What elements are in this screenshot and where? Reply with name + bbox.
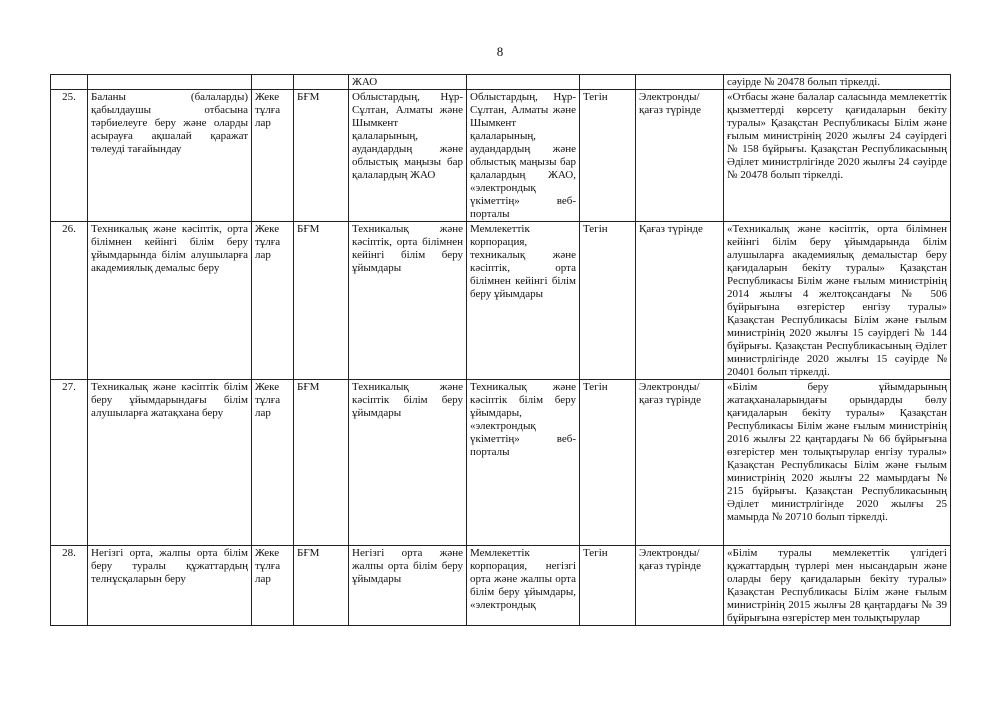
row-number: 28. xyxy=(51,546,88,626)
provider-cell: ЖАО xyxy=(349,75,467,90)
row-number: 26. xyxy=(51,222,88,380)
form-cell: Электронды/ қағаз түрінде xyxy=(636,546,724,626)
legal-basis-cell: сәуірде № 20478 болып тіркелді. xyxy=(724,75,951,90)
ministry-cell: БҒМ xyxy=(294,546,349,626)
service-name-cell: Техникалық және кәсіптік, орта білімнен кейінгі білім беру ұйымдарында білім алушыларға академиялық демалыс беру xyxy=(88,222,252,380)
legal-basis-cell: «Техникалық және кәсіптік, орта білімнен кейінгі білім беру ұйымдарында білім алушыларға академиялық демалыстар беру қағидаларын бекіту туралы» Қазақстан Республикасы Білім және ғылым министрінің 2014 жылғы 4 желтоқсандағы № 506 бұйрығына өзгерістер енгізу туралы» Қазақстан Республикасы Білім және ғылым министрінің 2020 жылғы 15 сәуірдегі № 144 бұйрығы. Қазақстан Республикасының Әділет министрлігінде 2020 жылғы 15 сәуірде № 20401 болып тіркелді. xyxy=(724,222,951,380)
legal-basis-cell: «Отбасы және балалар саласында мемлекеттік қызметтерді көрсету қағидаларын бекіту туралы» Қазақстан Республикасы Білім және ғылым министрінің 2020 жылғы 24 сәуірдегі № 158 бұйрығы. Қазақстан Республикасының Әділет министрлігінде 2020 жылғы 24 сәуірде № 20478 болып тіркелді. xyxy=(724,90,951,222)
ministry-cell: БҒМ xyxy=(294,380,349,546)
row-number xyxy=(51,75,88,90)
form-cell: Қағаз түрінде xyxy=(636,222,724,380)
table-row xyxy=(51,546,951,626)
recipient-cell xyxy=(252,75,294,90)
recipient-cell: Жеке тұлға лар xyxy=(252,222,294,380)
cost-cell xyxy=(580,75,636,90)
cost-cell: Тегін xyxy=(580,546,636,626)
service-name-cell: Негізгі орта, жалпы орта білім беру туралы құжаттардың телнұсқаларын беру xyxy=(88,546,252,626)
cost-cell: Тегін xyxy=(580,380,636,546)
form-cell xyxy=(636,75,724,90)
service-name-cell: Техникалық және кәсіптік білім беру ұйымдарындағы білім алушыларға жатақхана беру xyxy=(88,380,252,546)
recipient-cell: Жеке тұлға лар xyxy=(252,90,294,222)
provider-cell: Негізгі орта және жалпы орта білім беру ұйымдары xyxy=(349,546,467,626)
services-table xyxy=(50,74,951,626)
ministry-cell: БҒМ xyxy=(294,90,349,222)
row-number: 27. xyxy=(51,380,88,546)
acceptance-cell xyxy=(467,75,580,90)
service-name-cell: Баланы (балаларды) қабылдаушы отбасына тәрбиелеуге беру және оларды асырауға ақшалай қаражат төлеуді тағайындау xyxy=(88,90,252,222)
acceptance-cell: Облыстардың, Нұр-Сұлтан, Алматы және Шымкент қалаларының, аудандардың және облыстық маңызы бар қалалардың ЖАО, «электрондық үкіметтің» веб-порталы xyxy=(467,90,580,222)
legal-basis-cell: «Білім беру ұйымдарының жатақханаларындағы орындарды бөлу қағидаларын бекіту туралы» Қазақстан Республикасы Білім және ғылым министрінің 2016 жылғы 22 қаңтардағы № 66 бұйрығына өзгерістер мен толықтырулар енгізу туралы» Қазақстан Республикасы Білім және ғылым министрінің 2020 жылғы 22 мамырдағы № 215 бұйрығы. Қазақстан Республикасының Әділет министрлігінде 2020 жылғы 25 мамырда № 20710 болып тіркелді. xyxy=(724,380,951,546)
acceptance-cell: Мемлекеттік корпорация, техникалық және кәсіптік, орта білімнен кейінгі білім беру ұйымдары xyxy=(467,222,580,380)
row-number: 25. xyxy=(51,90,88,222)
table-row xyxy=(51,222,951,380)
cost-cell: Тегін xyxy=(580,90,636,222)
service-name-cell xyxy=(88,75,252,90)
recipient-cell: Жеке тұлға лар xyxy=(252,380,294,546)
table-row xyxy=(51,90,951,222)
provider-cell: Техникалық және кәсіптік білім беру ұйымдары xyxy=(349,380,467,546)
cost-cell: Тегін xyxy=(580,222,636,380)
recipient-cell: Жеке тұлға лар xyxy=(252,546,294,626)
form-cell: Электронды/ қағаз түрінде xyxy=(636,90,724,222)
acceptance-cell: Техникалық және кәсіптік білім беру ұйымдары, «электрондық үкіметтің» веб-порталы xyxy=(467,380,580,546)
ministry-cell xyxy=(294,75,349,90)
table-row xyxy=(51,75,951,90)
acceptance-cell: Мемлекеттік корпорация, негізгі орта және жалпы орта білім беру ұйымдары, «электрондық xyxy=(467,546,580,626)
table-row xyxy=(51,380,951,546)
page-number: 8 xyxy=(496,44,504,59)
form-cell: Электронды/ қағаз түрінде xyxy=(636,380,724,546)
legal-basis-cell: «Білім туралы мемлекеттік үлгідегі құжаттардың түрлері мен нысандарын және оларды беру қағидаларын бекіту туралы» Қазақстан Республикасы Білім және ғылым министрінің 2015 жылғы 28 қаңтардағы № 39 бұйрығына өзгерістер мен толықтырулар xyxy=(724,546,951,626)
provider-cell: Техникалық және кәсіптік, орта білімнен кейінгі білім беру ұйымдары xyxy=(349,222,467,380)
provider-cell: Облыстардың, Нұр-Сұлтан, Алматы және Шымкент қалаларының, аудандардың және облыстық маңызы бар қалалардың ЖАО xyxy=(349,90,467,222)
ministry-cell: БҒМ xyxy=(294,222,349,380)
